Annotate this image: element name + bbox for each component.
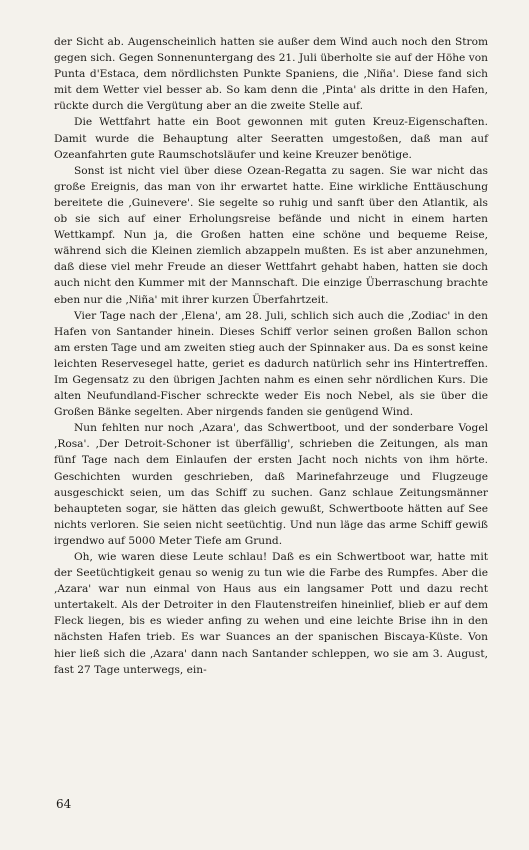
paragraph: der Sicht ab. Augenscheinlich hatten sie außer dem Wind auch noch den Strom gegen sich. Gegen Sonnenuntergang des 21. Juli überholte sie auf der Höhe von Punta d'Estaca, dem nördlichsten Punkte Spaniens, die ‚Niña'. Diese fand sich mit dem Wetter viel besser ab. So kam denn die ‚Pinta' als dritte in den Hafen, rückte durch die Vergütung aber an die zweite Stelle auf.: [54, 36, 488, 113]
paragraph: Die Wettfahrt hatte ein Boot gewonnen mit guten Kreuz-Eigenschaften. Damit wurde die Behauptung alter Seeratten umgestoßen, daß man auf Ozeanfahrten gute Raumschotsläufer und keine Kreuzer benötige.: [54, 116, 488, 161]
paragraph: Nun fehlten nur noch ‚Azara', das Schwertboot, und der sonderbare Vogel ‚Rosa'. ‚Der Detroit-Schoner ist überfällig', schrieben die Zeitungen, als man fünf Tage nach dem Einlaufen der ersten Jacht noch nichts von ihm hörte. Geschichten wurden geschrieben, daß Marinefahrzeuge und Flugzeuge ausgeschickt seien, um das Schiff zu suchen. Ganz schlaue Zeitungsmänner behaupteten sogar, sie hätten das gleich gewußt, Schwertboote hätten auf See nichts verloren. Sie seien nicht seetüchtig. Und nun läge das arme Schiff gewiß irgendwo auf 5000 Meter Tiefe am Grund.: [54, 422, 488, 547]
page-number: 64: [56, 797, 72, 811]
paragraph: Sonst ist nicht viel über diese Ozean-Regatta zu sagen. Sie war nicht das große Ereignis, das man von ihr erwartet hatte. Eine wirkliche Enttäuschung bereitete die ‚Guinevere'. Sie segelte so ruhig und sanft über den Atlantik, als ob sie sich auf einer Erholungsreise befände und nicht in einem harten Wettkampf. Nun ja, die Großen hatten eine schöne und bequeme Reise, während sich die Kleinen ziemlich abzappeln mußten. Es ist aber anzunehmen, daß diese viel mehr Freude an dieser Wettfahrt gehabt haben, hatten sie doch auch nicht den Kummer mit der Mannschaft. Die einzige Überraschung brachte eben nur die ‚Niña' mit ihrer kurzen Überfahrtzeit.: [54, 164, 488, 306]
paragraph: Vier Tage nach der ‚Elena', am 28. Juli, schlich sich auch die ‚Zodiac' in den Hafen von Santander hinein. Dieses Schiff verlor seinen großen Ballon schon am ersten Tage und am zweiten stieg auch der Spinnaker aus. Da es sonst keine leichten Reservesegel hatte, geriet es dadurch natürlich sehr ins Hintertreffen. Im Gegensatz zu den übrigen Jachten nahm es einen sehr nördlichen Kurs. Die alten Neufundland-Fischer schreckte weder Eis noch Nebel, als sie über die Großen Bänke segelten. Aber nirgends fanden sie genügend Wind.: [54, 309, 488, 419]
body-text: [54, 34, 488, 678]
paragraph: Oh, wie waren diese Leute schlau! Daß es ein Schwertboot war, hatte mit der Seetüchtigkeit genau so wenig zu tun wie die Farbe des Rumpfes. Aber die ‚Azara' war nun einmal von Haus aus ein langsamer Pott und dazu recht untertakelt. Als der Detroiter in den Flautenstreifen hineinlief, blieb er auf dem Fleck liegen, bis es wieder anfing zu wehen und eine leichte Brise ihn in den nächsten Hafen trieb. Es war Suances an der spanischen Biscaya-Küste. Von hier ließ sich die ‚Azara' dann nach Santander schleppen, wo sie am 3. August, fast 27 Tage unterwegs, ein-: [54, 551, 488, 676]
